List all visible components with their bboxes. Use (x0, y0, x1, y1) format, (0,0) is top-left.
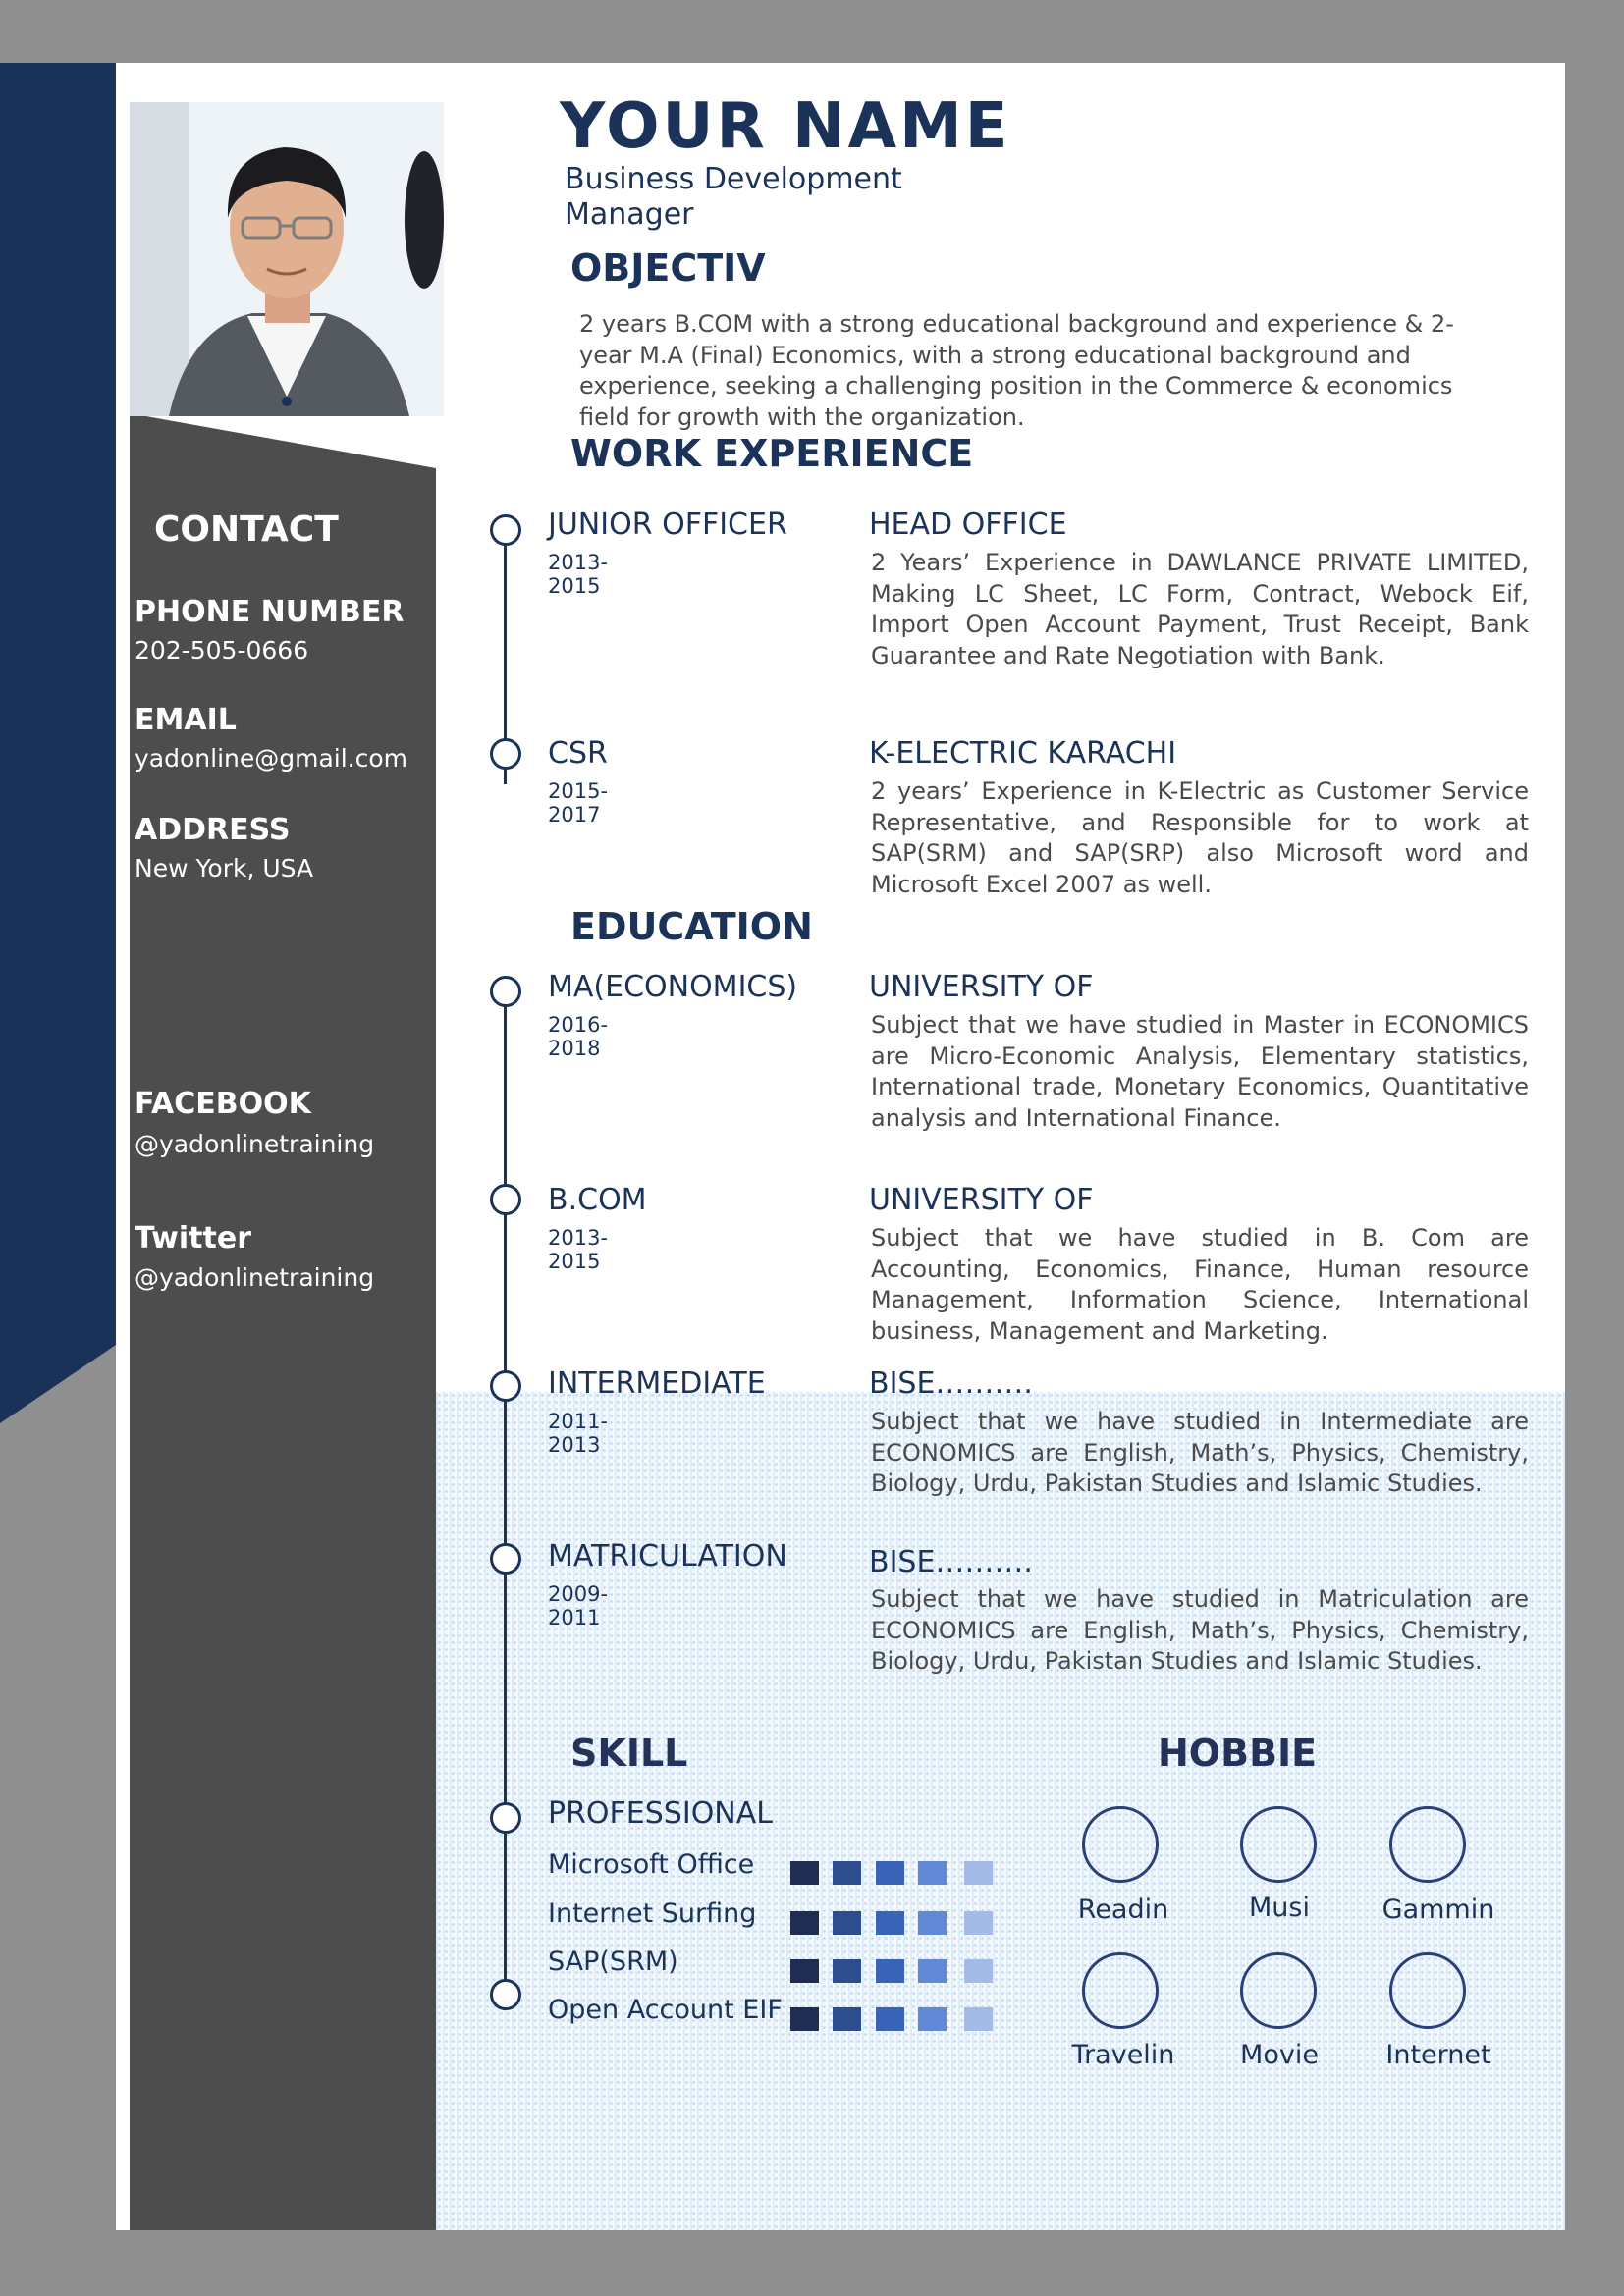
education-years-2: 2013-2015 (548, 1226, 609, 1273)
skill-level-square (876, 1911, 904, 1935)
education-title-4: MATRICULATION (548, 1539, 787, 1574)
skill-name-3: SAP(SRM) (548, 1947, 678, 1977)
hobby-movie-icon (1240, 1952, 1317, 2029)
skill-level-square (918, 2007, 947, 2031)
candidate-name: YOUR NAME (560, 90, 1011, 163)
education-org-4: BISE………. (869, 1545, 1033, 1579)
timeline-node (490, 1979, 521, 2010)
education-desc-1: Subject that we have studied in Master in ECONOMICS are Micro-Economic Analysis, Elementary statistics, International trade, Monetary Economics, Quantitative analysis and International Finance. (871, 1011, 1529, 1132)
hobby-reading-icon (1082, 1806, 1159, 1883)
resume-page (116, 63, 1565, 2230)
timeline-node (490, 1802, 521, 1834)
skill-level-square (918, 1911, 947, 1935)
skill-level-square (833, 1959, 861, 1983)
hobby-label-2: Musi (1249, 1893, 1310, 1923)
skill-level-square (964, 1959, 993, 1983)
facebook-label: FACEBOOK (135, 1087, 311, 1121)
education-title: EDUCATION (570, 905, 813, 948)
education-title-2: B.COM (548, 1183, 647, 1217)
experience-years-1: 2013-2015 (548, 551, 609, 598)
hobby-label-1: Readin (1077, 1895, 1169, 1925)
skill-level-square (918, 1959, 947, 1983)
hobby-travel-icon (1082, 1952, 1159, 2029)
candidate-role: Business Development Manager (565, 162, 902, 232)
hobby-music-icon (1240, 1806, 1317, 1883)
timeline-node (490, 738, 521, 770)
education-title-3: INTERMEDIATE (548, 1366, 766, 1401)
navy-accent-band (0, 63, 116, 1408)
objective-title: OBJECTIV (570, 246, 766, 290)
experience-desc-2: 2 years’ Experience in K-Electric as Customer Service Representative, and Responsible for to work at SAP(SRM) and SAP(SRP) also Microsoft word and Microsoft Excel 2007 as well. (871, 777, 1529, 898)
experience-org-2: K-ELECTRIC KARACHI (869, 736, 1177, 771)
education-years-1: 2016-2018 (548, 1013, 609, 1060)
skill-level-square (790, 1959, 819, 1983)
skill-level-square (876, 1959, 904, 1983)
skill-title: SKILL (570, 1732, 688, 1775)
skill-level-square (833, 1911, 861, 1935)
twitter-label: Twitter (135, 1221, 251, 1255)
skill-subtitle: PROFESSIONAL (548, 1796, 773, 1831)
skill-level-square (790, 2007, 819, 2031)
experience-org-1: HEAD OFFICE (869, 507, 1067, 542)
skill-level-square (876, 1861, 904, 1885)
email-label: EMAIL (135, 703, 237, 737)
contact-title: CONTACT (154, 509, 339, 550)
skill-name-2: Internet Surfing (548, 1898, 757, 1929)
education-title-1: MA(ECONOMICS) (548, 970, 798, 1004)
timeline-node (490, 514, 521, 546)
skill-level-square (964, 2007, 993, 2031)
phone-value[interactable]: 202-505-0666 (135, 636, 309, 665)
timeline-node (490, 1543, 521, 1575)
facebook-value[interactable]: @yadonlinetraining (135, 1130, 375, 1158)
hobby-title: HOBBIE (1158, 1732, 1318, 1775)
education-org-3: BISE………. (869, 1366, 1033, 1401)
skill-level-square (918, 1861, 947, 1885)
navy-accent-band-cut (0, 1345, 116, 1423)
address-value: New York, USA (135, 854, 314, 882)
education-timeline-line (504, 992, 507, 1994)
hobby-label-6: Internet (1385, 2040, 1491, 2070)
skill-level-square (964, 1861, 993, 1885)
experience-title: WORK EXPERIENCE (570, 432, 974, 475)
timeline-node (490, 976, 521, 1007)
address-label: ADDRESS (135, 813, 291, 847)
twitter-value[interactable]: @yadonlinetraining (135, 1263, 375, 1292)
education-desc-2: Subject that we have studied in B. Com are Accounting, Economics, Finance, Human resource Management, Information Science, International business, Management and Marketing. (871, 1224, 1529, 1345)
email-value[interactable]: yadonline@gmail.com (135, 744, 408, 773)
hobby-label-4: Travelin (1071, 2040, 1175, 2070)
skill-level-square (790, 1861, 819, 1885)
skill-level-square (876, 2007, 904, 2031)
hobby-label-5: Movie (1240, 2040, 1319, 2070)
hobby-internet-icon (1389, 1952, 1466, 2029)
experience-title-2: CSR (548, 736, 608, 771)
education-org-2: UNIVERSITY OF (869, 1183, 1094, 1217)
skill-name-4: Open Account EIF (548, 1995, 783, 2025)
skill-level-square (833, 1861, 861, 1885)
timeline-node (490, 1184, 521, 1215)
education-desc-4: Subject that we have studied in Matriculation are ECONOMICS are English, Math’s, Physics, Chemistry, Biology, Urdu, Pakistan Studies and Islamic Studies. (871, 1585, 1529, 1675)
skill-name-1: Microsoft Office (548, 1849, 755, 1880)
skill-level-square (790, 1911, 819, 1935)
phone-label: PHONE NUMBER (135, 595, 405, 629)
skill-level-square (833, 2007, 861, 2031)
education-org-1: UNIVERSITY OF (869, 970, 1094, 1004)
objective-text: 2 years B.COM with a strong educational background and experience & 2-year M.A (Final) Economics, with a strong educational background and experience, seeking a challenging position in the Commerce & economics field for growth with the organization. (579, 310, 1454, 431)
timeline-node (490, 1370, 521, 1402)
education-desc-3: Subject that we have studied in Intermediate are ECONOMICS are English, Math’s, Physics, Chemistry, Biology, Urdu, Pakistan Studies and Islamic Studies. (871, 1408, 1529, 1497)
education-years-3: 2011-2013 (548, 1410, 609, 1457)
contact-sidebar (130, 413, 436, 2230)
hobby-gaming-icon (1389, 1806, 1466, 1883)
experience-desc-1: 2 Years’ Experience in DAWLANCE PRIVATE LIMITED, Making LC Sheet, LC Form, Contract, Webock Eif, Import Open Account Payment, Trust Receipt, Bank Guarantee and Rate Negotiation with Bank. (871, 549, 1529, 669)
experience-years-2: 2015-2017 (548, 779, 609, 827)
profile-photo (130, 102, 444, 416)
experience-title-1: JUNIOR OFFICER (548, 507, 787, 542)
education-years-4: 2009-2011 (548, 1582, 609, 1629)
hobby-label-3: Gammin (1381, 1895, 1495, 1925)
skill-level-square (964, 1911, 993, 1935)
